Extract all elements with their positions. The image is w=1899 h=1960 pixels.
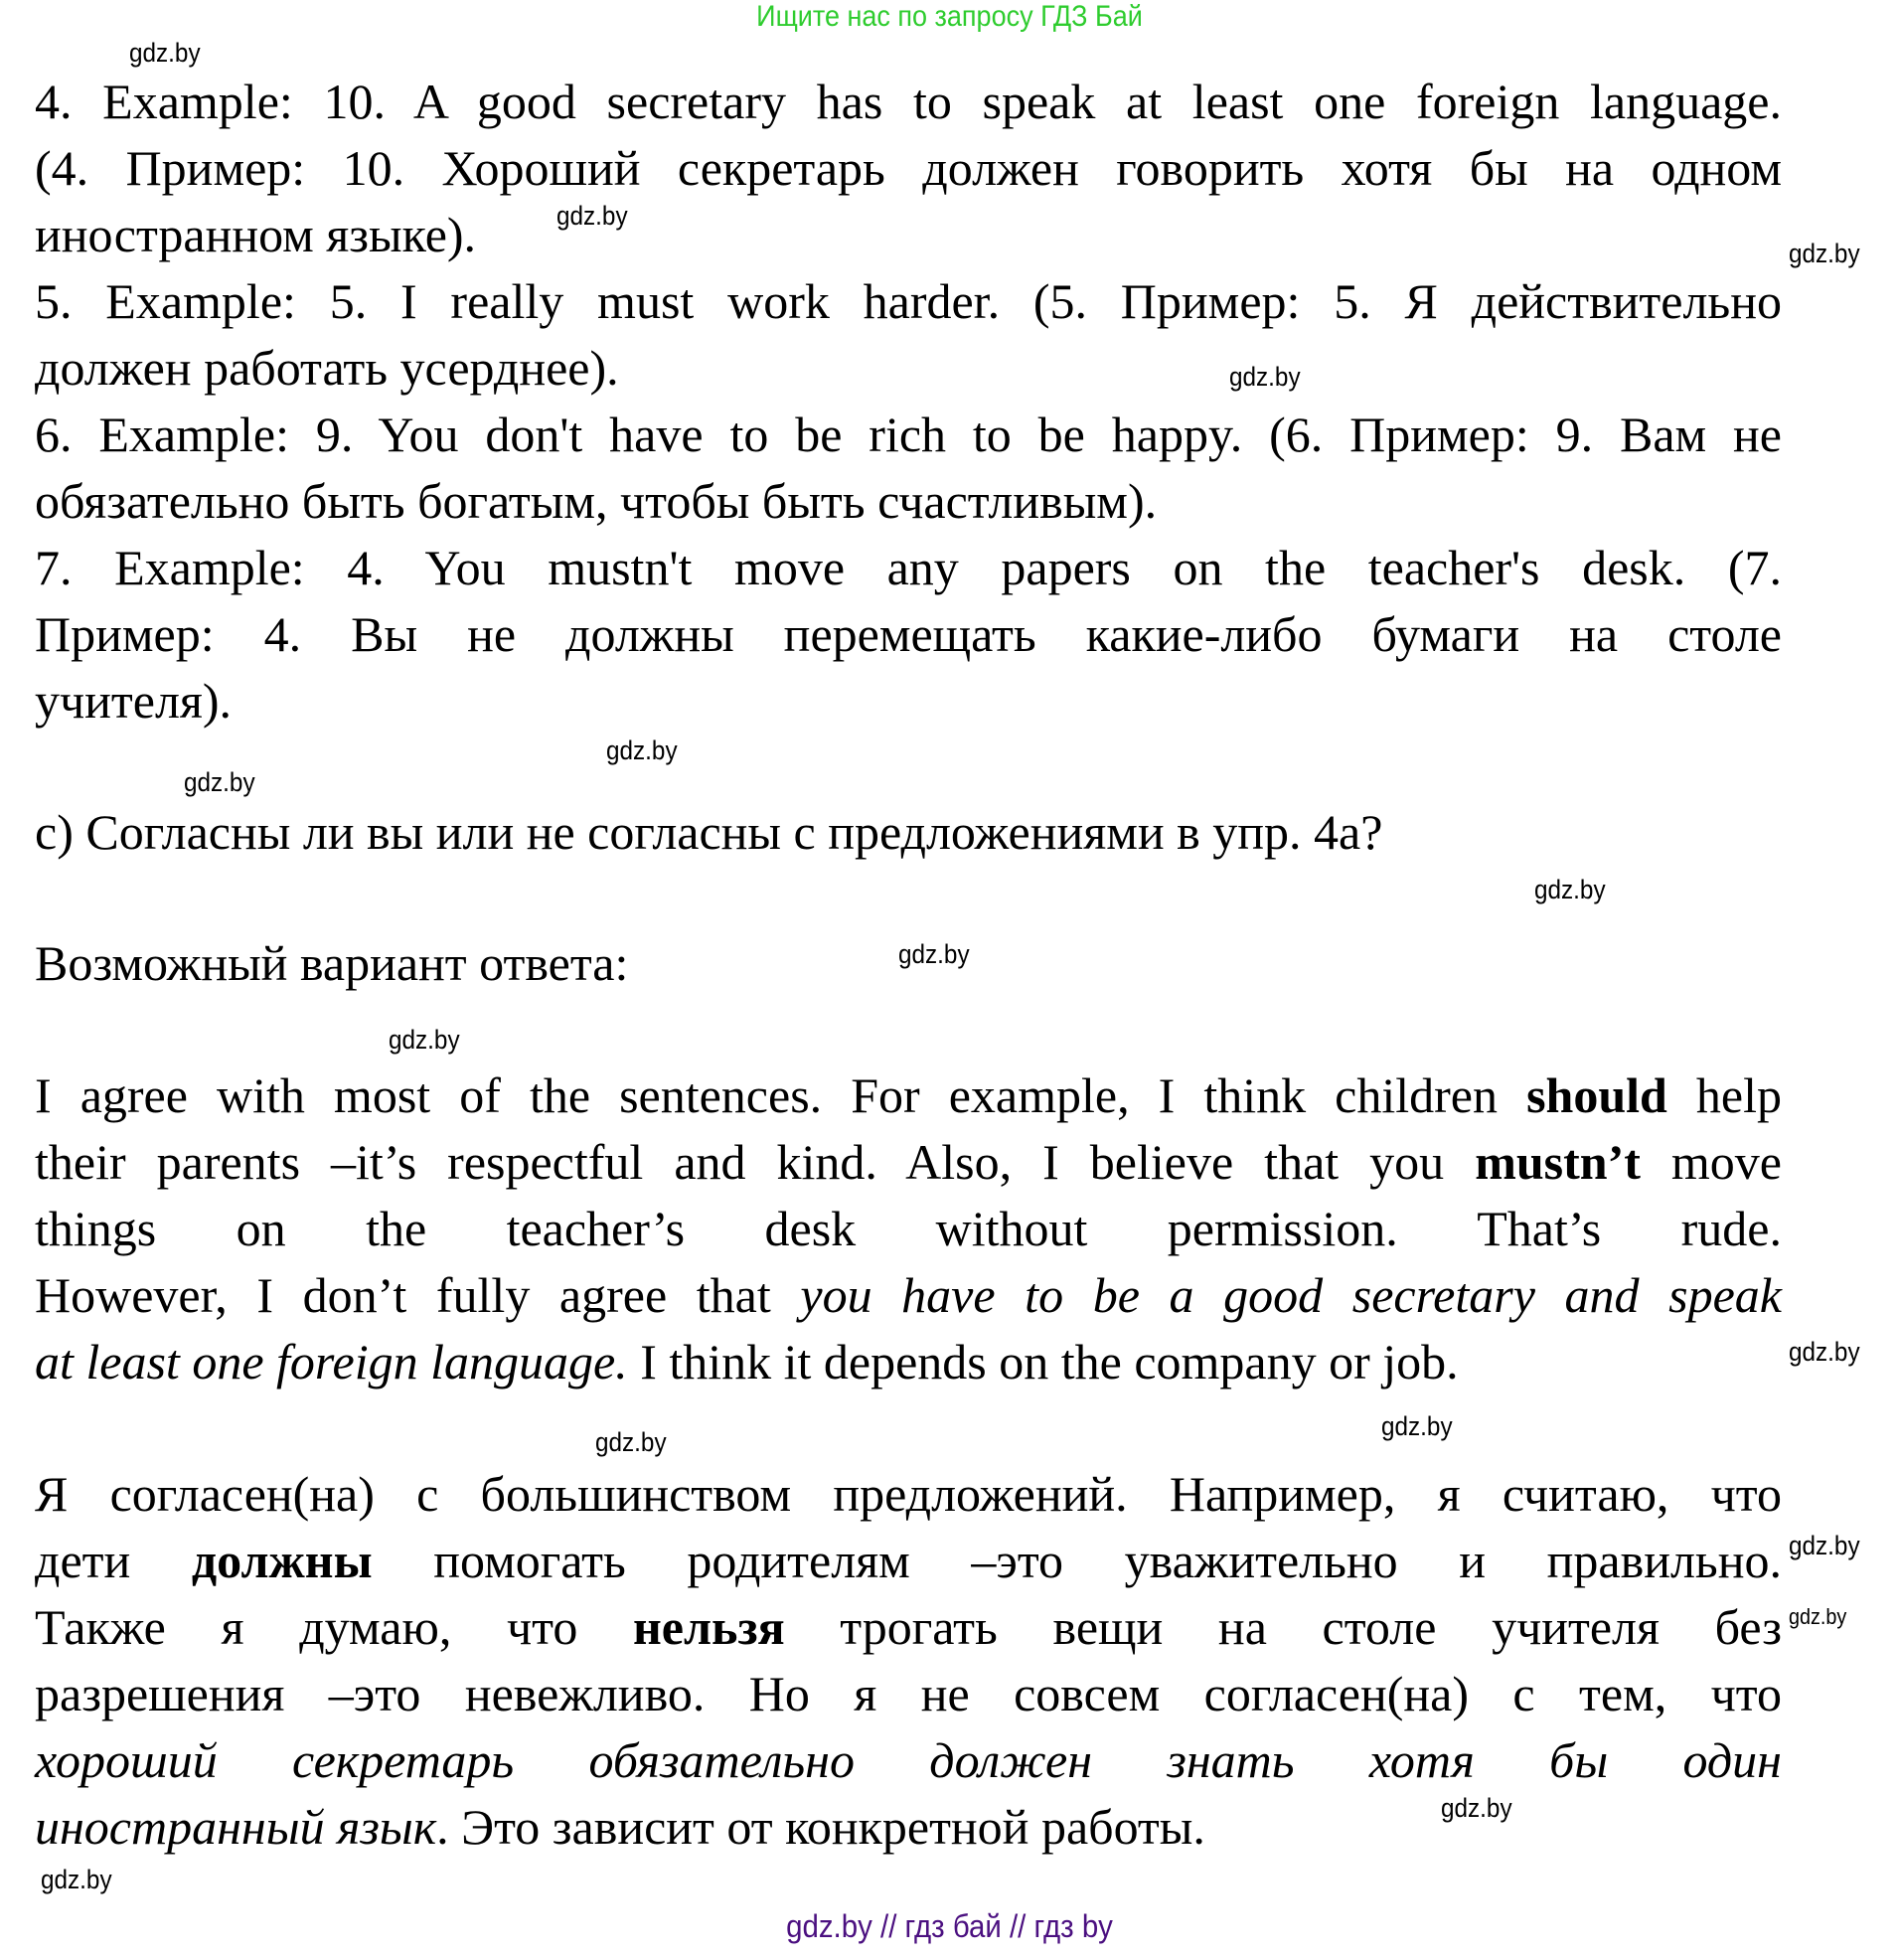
text-segment: (4. Пример: 10. Хороший секретарь должен говорить хотя бы на одном bbox=[35, 140, 1782, 196]
text-segment: things on the teacher’s desk without permission. That’s rude. bbox=[35, 1201, 1782, 1256]
text-segment: . Это зависит от конкретной работы. bbox=[436, 1799, 1205, 1855]
italic-text: at least one foreign language. bbox=[35, 1334, 628, 1389]
bold-text: должны bbox=[191, 1533, 373, 1588]
answer-english bbox=[35, 1062, 1782, 1395]
examples-list bbox=[35, 69, 1782, 735]
text-line bbox=[35, 535, 1782, 601]
text-segment: 4. Example: 10. A good secretary has to speak at least one foreign language. bbox=[35, 74, 1782, 129]
text-line bbox=[35, 799, 1782, 866]
text-segment: иностранном языке). bbox=[35, 207, 477, 262]
text-segment: помогать родителям –это уважительно и правильно. bbox=[372, 1533, 1782, 1588]
text-line bbox=[35, 335, 1782, 402]
text-segment: their parents –it’s respectful and kind. Also, I believe that you bbox=[35, 1134, 1476, 1190]
text-segment: дети bbox=[35, 1533, 192, 1588]
text-line bbox=[35, 268, 1782, 335]
text-line bbox=[35, 1262, 1782, 1329]
text-segment: учителя). bbox=[35, 673, 233, 729]
text-line bbox=[35, 1794, 1782, 1861]
text-line bbox=[35, 1129, 1782, 1196]
text-line bbox=[35, 1594, 1782, 1661]
text-line bbox=[35, 135, 1782, 202]
text-segment: обязательно быть богатым, чтобы быть счастливым). bbox=[35, 473, 1158, 529]
watermark: gdz.by bbox=[1229, 362, 1301, 392]
text-line bbox=[35, 1329, 1782, 1395]
watermark: gdz.by bbox=[606, 735, 678, 765]
watermark: gdz.by bbox=[556, 201, 628, 231]
text-line bbox=[35, 668, 1782, 735]
text-line bbox=[35, 468, 1782, 535]
search-banner: Ищите нас по запросу ГДЗ Бай bbox=[756, 0, 1143, 33]
watermark: gdz.by bbox=[595, 1427, 667, 1457]
watermark: gdz.by bbox=[1789, 239, 1860, 268]
text-segment: Я согласен(на) с большинством предложений. Например, я считаю, что bbox=[35, 1466, 1782, 1522]
text-line bbox=[35, 1661, 1782, 1727]
text-segment: However, I don’t fully agree that bbox=[35, 1267, 801, 1323]
text-segment: Также я думаю, что bbox=[35, 1599, 633, 1655]
italic-text: you have to be a good secretary and speak bbox=[800, 1267, 1782, 1323]
bold-text: mustn’t bbox=[1475, 1134, 1641, 1190]
text-line bbox=[35, 1196, 1782, 1262]
italic-text: хороший секретарь обязательно должен знать хотя бы один bbox=[35, 1732, 1782, 1788]
text-line bbox=[35, 1727, 1782, 1794]
text-line bbox=[35, 1528, 1782, 1594]
text-line bbox=[35, 1461, 1782, 1528]
text-segment: 6. Example: 9. You don't have to be rich to be happy. (6. Пример: 9. Вам не bbox=[35, 407, 1782, 462]
text-line bbox=[35, 1062, 1782, 1129]
watermark: gdz.by bbox=[389, 1025, 460, 1055]
text-segment: I think it depends on the company or job. bbox=[627, 1334, 1459, 1389]
text-segment: Пример: 4. Вы не должны перемещать какие-либо бумаги на столе bbox=[35, 606, 1782, 662]
watermark: gdz.by bbox=[184, 767, 255, 797]
text-segment: 5. Example: 5. I really must work harder. (5. Пример: 5. Я действительно bbox=[35, 273, 1782, 329]
watermark: gdz.by bbox=[1789, 1337, 1860, 1367]
text-segment: move bbox=[1640, 1134, 1782, 1190]
text-segment: Возможный вариант ответа: bbox=[35, 935, 629, 991]
text-segment: 7. Example: 4. You mustn't move any papers on the teacher's desk. (7. bbox=[35, 540, 1782, 595]
watermark: gdz.by bbox=[41, 1865, 112, 1894]
answer-russian bbox=[35, 1461, 1782, 1861]
watermark: gdz.by bbox=[129, 38, 201, 68]
text-segment: должен работать усерднее). bbox=[35, 340, 619, 396]
text-segment: I agree with most of the sentences. For example, I think children bbox=[35, 1067, 1527, 1123]
watermark: gdz.by bbox=[1534, 875, 1606, 904]
text-segment: трогать вещи на столе учителя без bbox=[784, 1599, 1782, 1655]
text-line bbox=[35, 402, 1782, 468]
watermark: gdz.by bbox=[1381, 1411, 1453, 1441]
text-segment: help bbox=[1666, 1067, 1782, 1123]
text-segment: разрешения –это невежливо. Но я не совсем согласен(на) с тем, что bbox=[35, 1666, 1782, 1721]
text-line bbox=[35, 202, 1782, 268]
bold-text: should bbox=[1526, 1067, 1667, 1123]
watermark: gdz.by bbox=[1789, 1604, 1847, 1629]
footer-links: gdz.by // гдз бай // гдз by bbox=[786, 1908, 1113, 1944]
watermark: gdz.by bbox=[1441, 1793, 1512, 1823]
text-segment: c) Согласны ли вы или не согласны с предложениями в упр. 4a? bbox=[35, 804, 1383, 860]
italic-text: иностранный язык bbox=[35, 1799, 437, 1855]
text-line bbox=[35, 69, 1782, 135]
watermark: gdz.by bbox=[1789, 1531, 1860, 1560]
watermark: gdz.by bbox=[898, 939, 970, 969]
question-c bbox=[35, 799, 1782, 866]
text-line bbox=[35, 601, 1782, 668]
bold-text: нельзя bbox=[633, 1599, 785, 1655]
